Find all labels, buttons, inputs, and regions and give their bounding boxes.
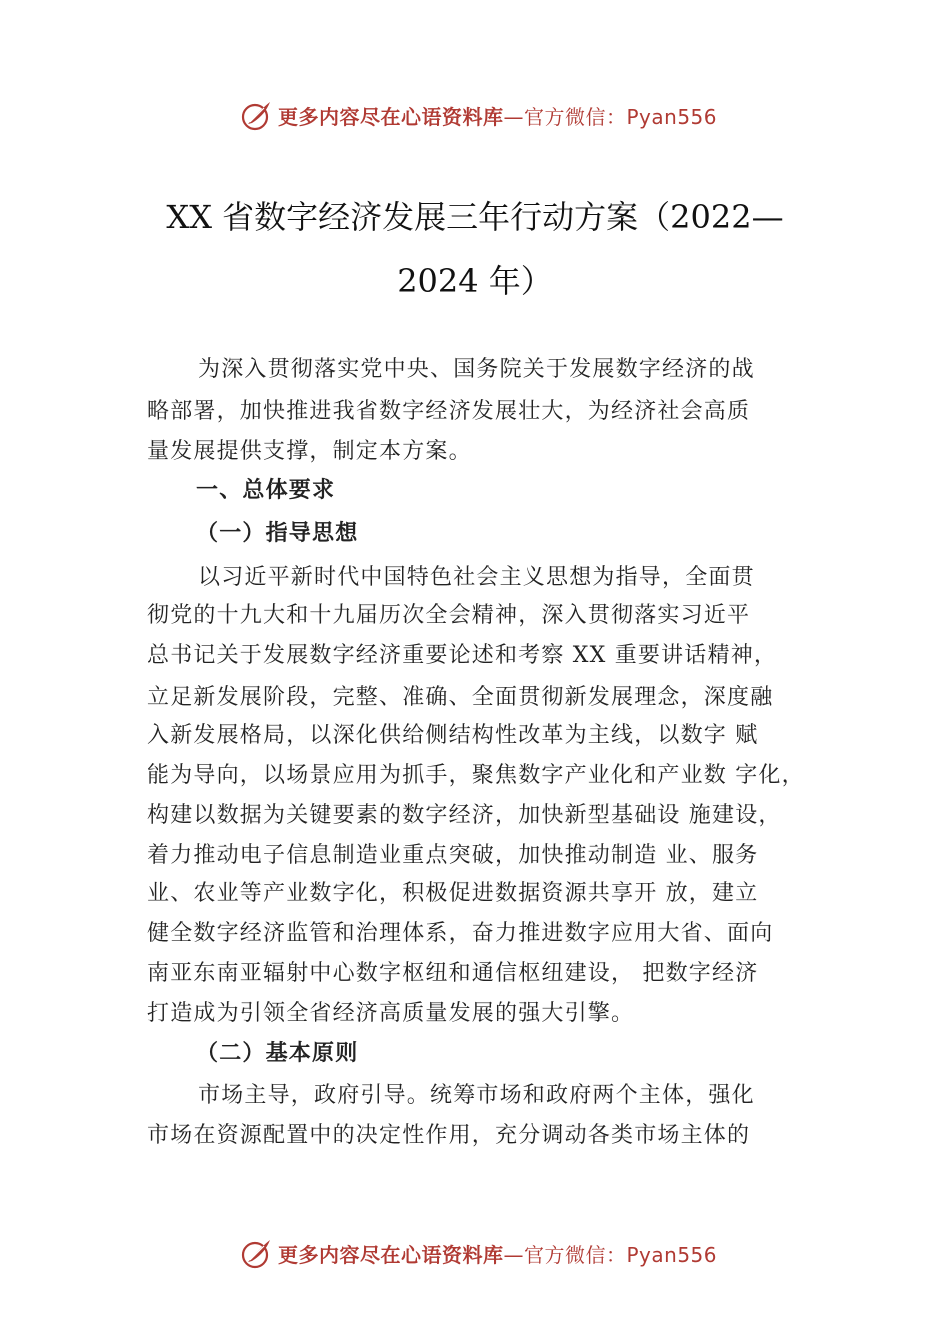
- page-title: [120, 185, 830, 313]
- feather-pen-icon: [240, 1236, 274, 1270]
- intro-line: 略部署，加快推进我省数字经济发展壮大，为经济社会高质: [147, 399, 751, 424]
- footer-banner: [0, 1233, 950, 1273]
- header-banner: [0, 95, 950, 135]
- paragraph-line: 入新发展格局，以深化供给侧结构性改革为主线，以数字 赋: [147, 723, 759, 748]
- paragraph-line: 彻党的十九大和十九届历次全会精神，深入贯彻落实习近平: [147, 603, 751, 628]
- paragraph-line: 南亚东南亚辐射中心数字枢纽和通信枢纽建设， 把数字经济: [147, 961, 759, 986]
- intro-line: 量发展提供支撑，制定本方案。: [147, 439, 472, 464]
- title-line-2: 2024 年）: [397, 262, 553, 300]
- paragraph-line: 市场在资源配置中的决定性作用，充分调动各类市场主体的: [147, 1123, 751, 1148]
- section-heading: 一、总体要求: [196, 478, 336, 503]
- paragraph-line: 以习近平新时代中国特色社会主义思想为指导，全面贯: [198, 565, 755, 590]
- subsection-heading: （二）基本原则: [196, 1041, 359, 1066]
- banner-text: [278, 101, 717, 130]
- paragraph-line: 能为导向，以场景应用为抓手，聚焦数字产业化和产业数 字化，: [147, 763, 805, 788]
- paragraph-line: 打造成为引领全省经济高质量发展的强大引擎。: [147, 1001, 635, 1026]
- paragraph-line: 市场主导，政府引导。统筹市场和政府两个主体，强化: [198, 1083, 755, 1108]
- banner-text-tail: —官方微信：Pyan556: [503, 1242, 718, 1267]
- subsection-heading: （一）指导思想: [196, 521, 359, 546]
- paragraph-line: 总书记关于发展数字经济重要论述和考察 XX 重要讲话精神，: [147, 643, 778, 668]
- banner-text: [278, 1239, 717, 1268]
- paragraph-line: 构建以数据为关键要素的数字经济，加快新型基础设 施建设，: [147, 803, 782, 828]
- intro-line: 为深入贯彻落实党中央、国务院关于发展数字经济的战: [198, 357, 755, 382]
- paragraph-line: 立足新发展阶段，完整、准确、全面贯彻新发展理念，深度融: [147, 685, 774, 710]
- paragraph-line: 着力推动电子信息制造业重点突破，加快推动制造 业、服务: [147, 843, 759, 868]
- feather-pen-icon: [240, 98, 274, 132]
- banner-text-main: 更多内容尽在心语资料库: [278, 104, 504, 129]
- banner-text-main: 更多内容尽在心语资料库: [278, 1242, 504, 1267]
- title-line-1: XX 省数字经济发展三年行动方案（2022—: [166, 198, 784, 236]
- paragraph-line: 健全数字经济监管和治理体系，奋力推进数字应用大省、面向: [147, 921, 774, 946]
- banner-text-tail: —官方微信：Pyan556: [503, 104, 718, 129]
- paragraph-line: 业、农业等产业数字化，积极促进数据资源共享开 放，建立: [147, 881, 759, 906]
